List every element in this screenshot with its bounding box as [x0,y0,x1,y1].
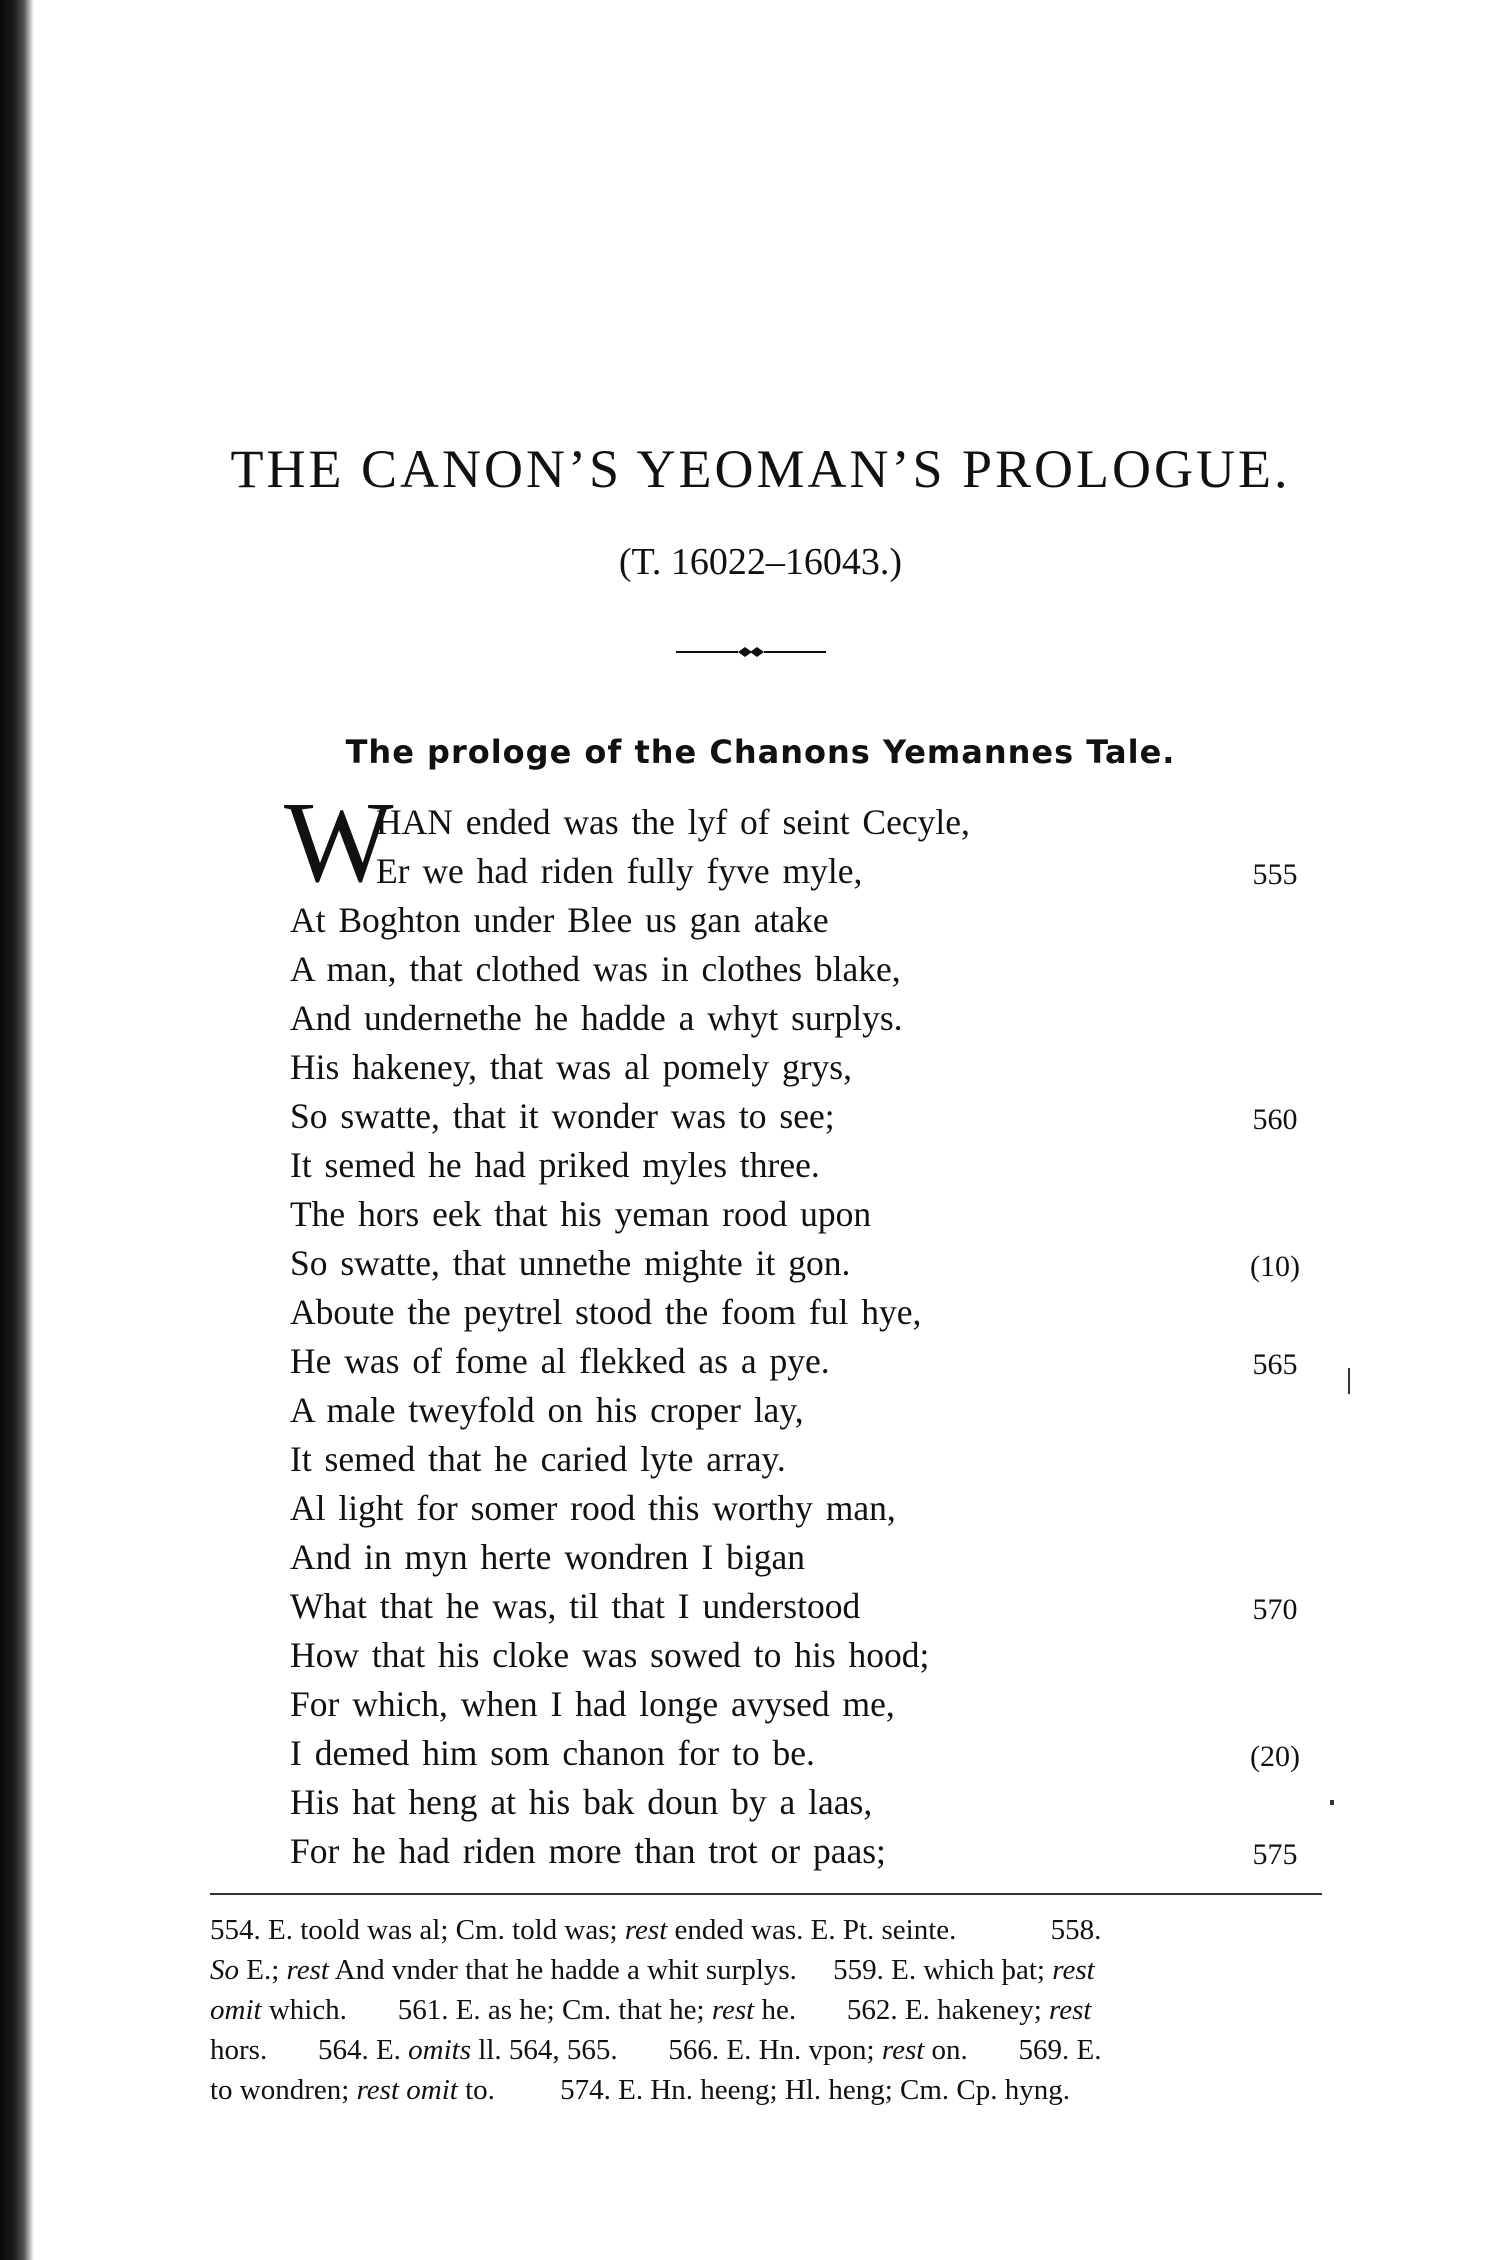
poem-line: He was of fome al flekked as a pye. [290,1341,830,1381]
poem-line: It semed he had priked myles three. [290,1145,820,1185]
footnote-line: to wondren; rest omit to. 574. E. Hn. heeng; Hl. heng; Cm. Cp. hyng. [210,2074,1071,2106]
poem-line: His hakeney, that was al pomely grys, [290,1047,852,1087]
poem-line: Aboute the peytrel stood the foom ful hye, [290,1292,922,1332]
poem-line: A man, that clothed was in clothes blake, [290,949,901,989]
footnote-line: 554. E. toold was al; Cm. told was; rest ended was. E. Pt. seinte. 558. [210,1914,1102,1946]
page-binding-shadow [0,0,34,2260]
page-title: THE CANON’S YEOMAN’S PROLOGUE. [230,439,1291,499]
poem-line: At Boghton under Blee us gan atake [290,900,829,940]
line-number: 570 [1252,1593,1298,1626]
poem-line: Er we had riden fully fyve myle, [376,851,863,891]
footnote-line: So E.; rest And vnder that he hadde a whit surplys. 559. E. which þat; rest [210,1954,1095,1986]
line-reference: (T. 16022–16043.) [618,541,903,583]
poem-line: For which, when I had longe avysed me, [290,1684,895,1724]
footnote-line: hors. 564. E. omits ll. 564, 565. 566. E. Hn. vpon; rest on. 569. E. [210,2034,1102,2066]
line-number: 555 [1252,858,1298,891]
line-number: 575 [1252,1838,1298,1871]
tale-heading: The prologe of the Chanons Yemannes Tale. [345,733,1176,771]
footnote-rule [210,1893,1322,1895]
footnote-line: omit which. 561. E. as he; Cm. that he; rest he. 562. E. hakeney; rest [210,1994,1092,2026]
poem-line: The hors eek that his yeman rood upon [290,1194,872,1234]
poem-line: It semed that he caried lyte array. [290,1439,786,1479]
margin-mark [1348,1368,1350,1394]
poem-line: So swatte, that unnethe mighte it gon. [290,1243,851,1283]
poem-line: How that his cloke was sowed to his hood; [290,1635,930,1675]
poem-line: And in myn herte wondren I bigan [290,1537,805,1577]
line-number: 560 [1252,1103,1298,1136]
poem-line: For he had riden more than trot or paas; [290,1831,886,1871]
poem-line: Al light for somer rood this worthy man, [290,1488,896,1528]
margin-mark [1330,1800,1334,1805]
poem-line: What that he was, til that I understood [290,1586,861,1626]
poem-line-first: HAN ended was the lyf of seint Cecyle, [376,802,970,842]
ornament-divider [676,645,826,659]
line-number: (10) [1250,1250,1300,1283]
line-number: 565 [1252,1348,1298,1381]
poem-line: A male tweyfold on his croper lay, [290,1390,804,1430]
poem-line: I demed him som chanon for to be. [290,1733,815,1773]
poem-line: His hat heng at his bak doun by a laas, [290,1782,873,1822]
line-number: (20) [1250,1740,1300,1773]
drop-cap: W [284,779,394,907]
poem-line: And undernethe he hadde a whyt surplys. [290,998,903,1038]
poem-line: So swatte, that it wonder was to see; [290,1096,835,1136]
